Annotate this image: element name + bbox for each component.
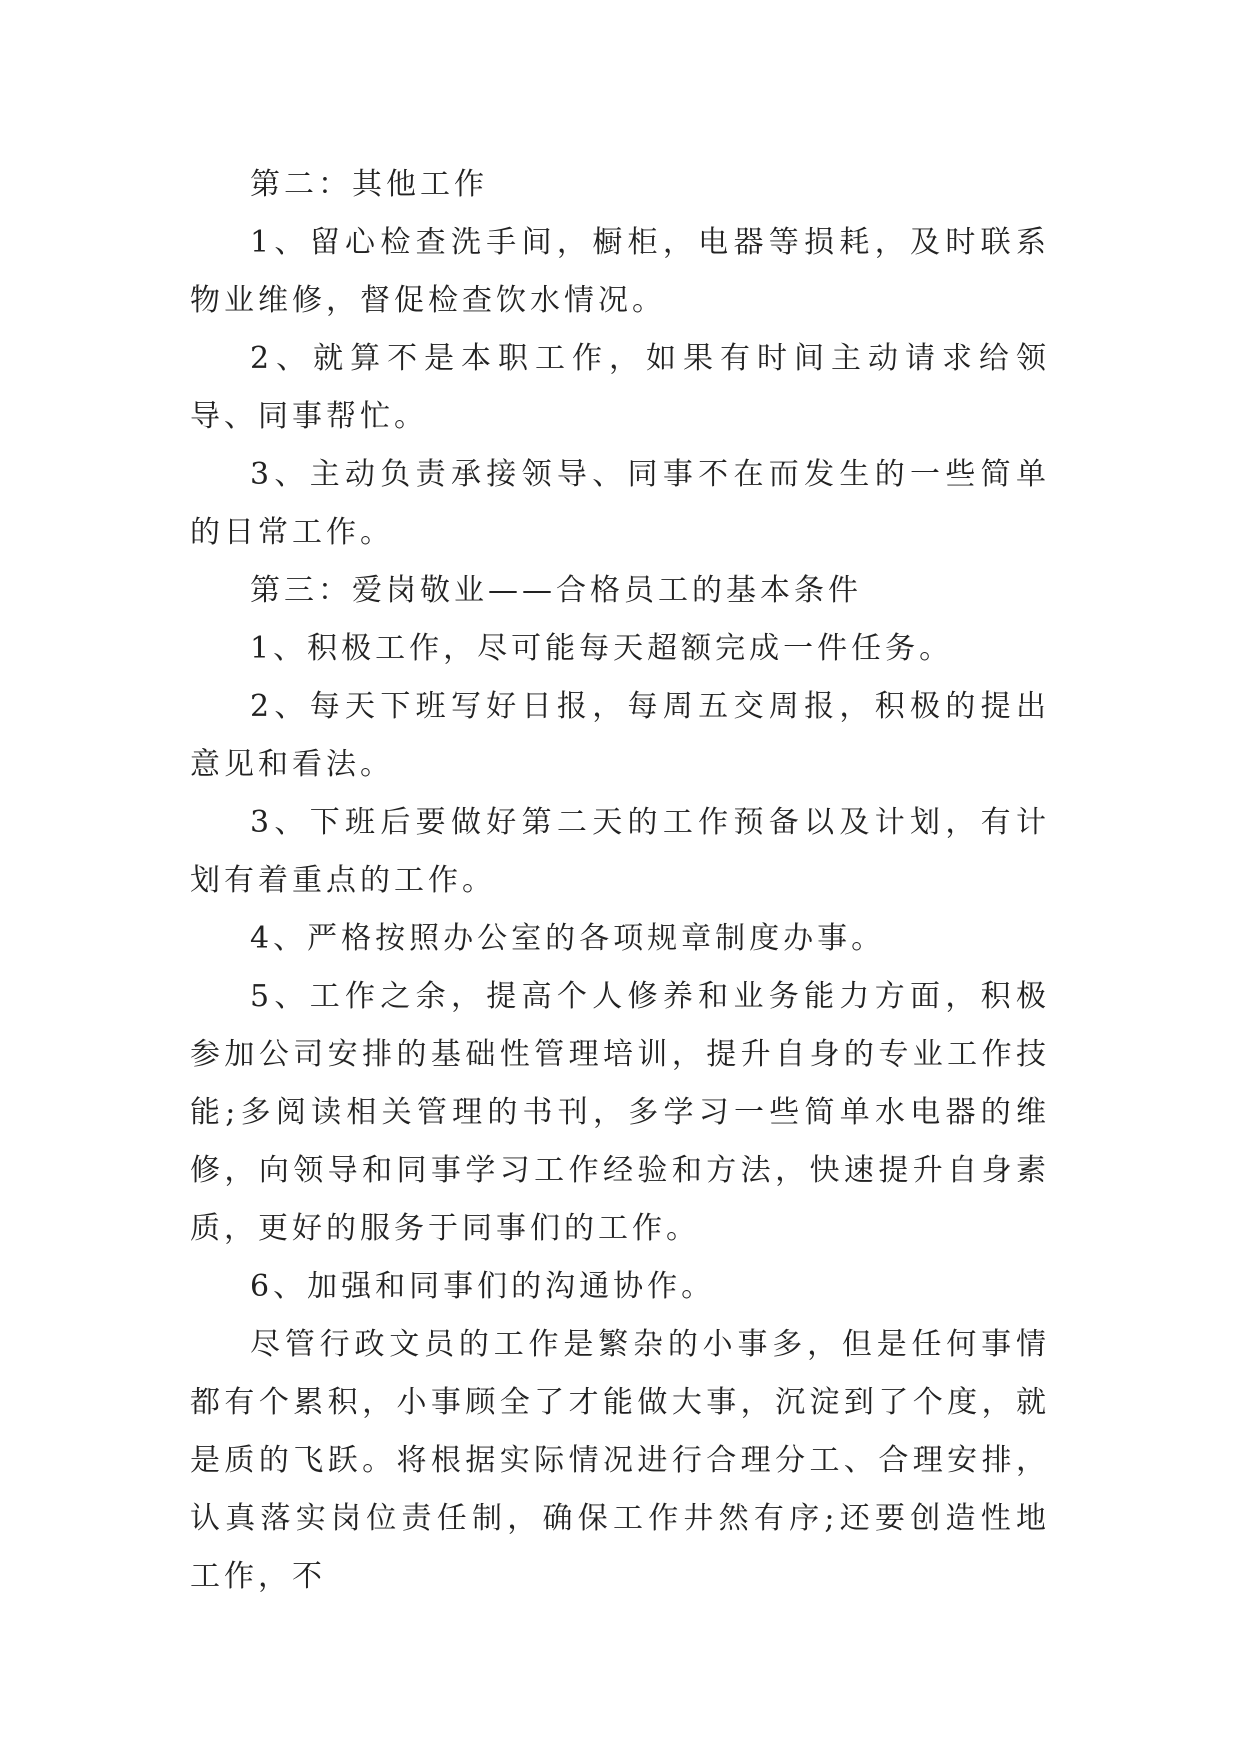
paragraph: 3、下班后要做好第二天的工作预备以及计划，有计划有着重点的工作。 [190, 805, 1050, 898]
section-heading-dedication: 第三：爱岗敬业——合格员工的基本条件 [250, 573, 862, 608]
paragraph: 2、每天下班写好日报，每周五交周报，积极的提出意见和看法。 [190, 689, 1050, 782]
paragraph: 1、留心检查洗手间，橱柜，电器等损耗，及时联系物业维修，督促检查饮水情况。 [190, 225, 1050, 318]
paragraph: 3、主动负责承接领导、同事不在而发生的一些简单的日常工作。 [190, 457, 1050, 550]
document-page [190, 156, 1050, 1606]
paragraph: 5、工作之余，提高个人修养和业务能力方面，积极参加公司安排的基础性管理培训，提升自身的专业工作技能;多阅读相关管理的书刊，多学习一些简单水电器的维修，向领导和同事学习工作经验和方法，快速提升自身素质，更好的服务于同事们的工作。 [190, 979, 1050, 1246]
paragraph: 6、加强和同事们的沟通协作。 [250, 1269, 716, 1304]
paragraph: 1、积极工作，尽可能每天超额完成一件任务。 [250, 631, 954, 666]
section-heading-other-work: 第二：其他工作 [250, 167, 488, 202]
paragraph: 4、严格按照办公室的各项规章制度办事。 [250, 921, 886, 956]
paragraph: 2、就算不是本职工作，如果有时间主动请求给领导、同事帮忙。 [190, 341, 1050, 434]
paragraph: 尽管行政文员的工作是繁杂的小事多，但是任何事情都有个累积，小事顾全了才能做大事，沉淀到了个度，就是质的飞跃。将根据实际情况进行合理分工、合理安排，认真落实岗位责任制，确保工作井然有序;还要创造性地工作，不 [190, 1327, 1050, 1594]
